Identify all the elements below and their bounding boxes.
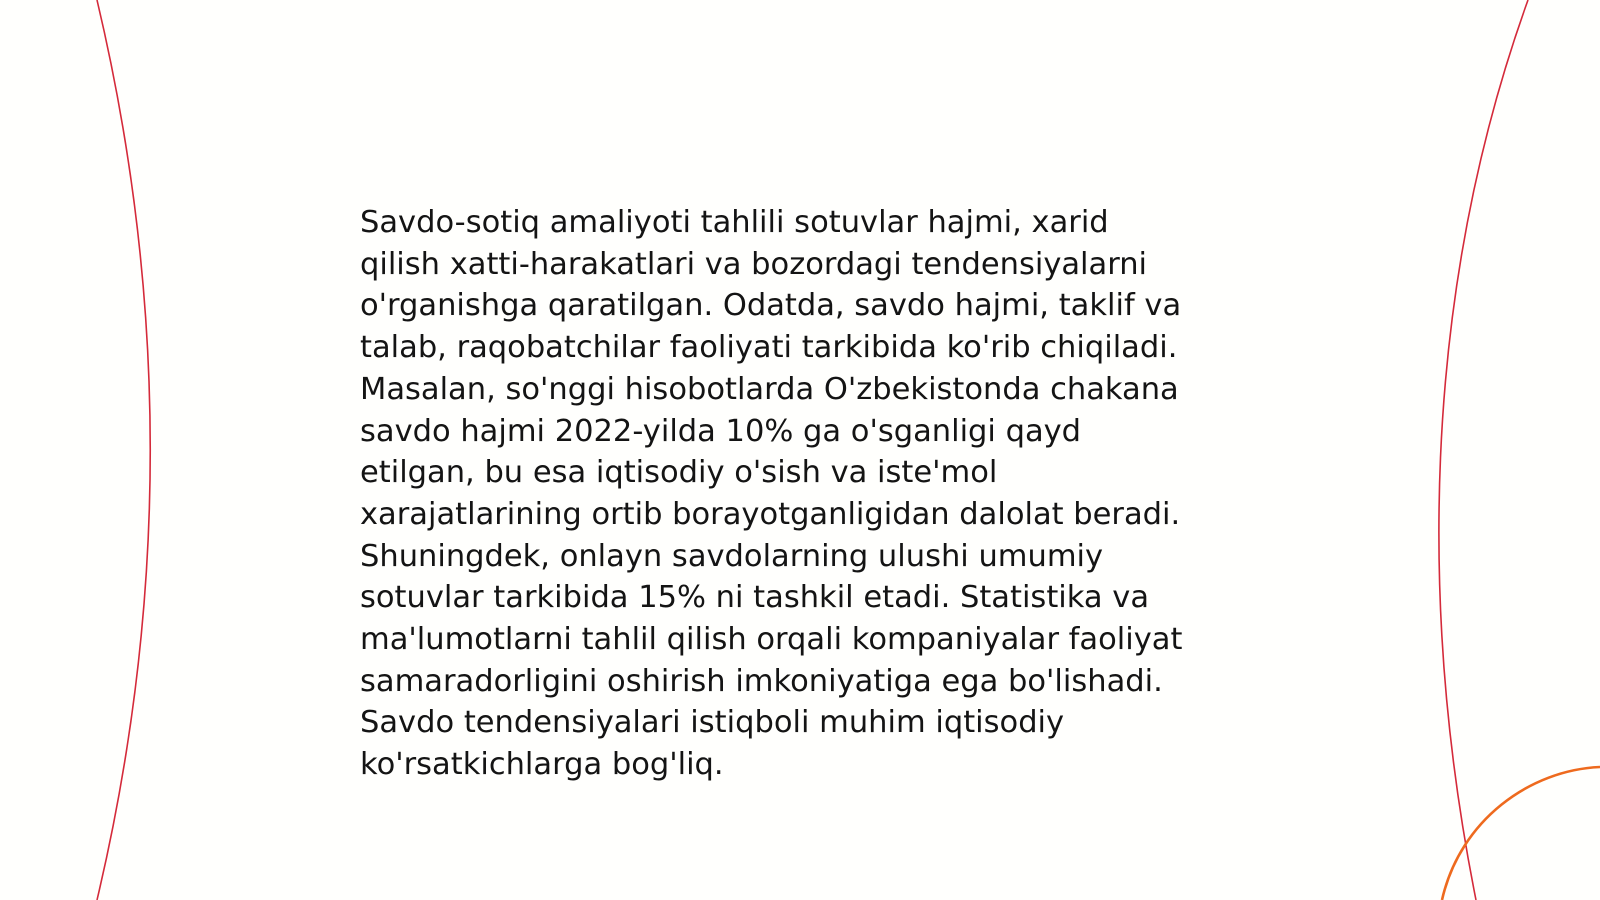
left-red-arc <box>97 0 150 900</box>
paragraph-line: qilish xatti-harakatlari va bozordagi tendensiyalarni <box>360 246 1148 282</box>
paragraph-line: Shuningdek, onlayn savdolarning ulushi umumiy <box>360 538 1104 574</box>
paragraph-line: ko'rsatkichlarga bog'liq. <box>360 747 724 783</box>
orange-circle-arc <box>1442 767 1600 900</box>
paragraph-line: samaradorligini oshirish imkoniyatiga ega bo'lishadi. <box>360 663 1163 699</box>
paragraph-line: ma'lumotlarni tahlil qilish orqali kompaniyalar faoliyat <box>360 622 1183 658</box>
paragraph-line: Masalan, so'nggi hisobotlarda O'zbekistonda chakana <box>360 371 1179 407</box>
body-paragraph <box>360 202 1250 786</box>
paragraph-line: etilgan, bu esa iqtisodiy o'sish va iste'mol <box>360 455 998 491</box>
paragraph-line: xarajatlarining ortib borayotganligidan dalolat beradi. <box>360 496 1181 532</box>
paragraph-line: Savdo tendensiyalari istiqboli muhim iqtisodiy <box>360 705 1065 741</box>
paragraph-line: sotuvlar tarkibida 15% ni tashkil etadi. Statistika va <box>360 580 1150 616</box>
paragraph-line: Savdo-sotiq amaliyoti tahlili sotuvlar hajmi, xarid <box>360 205 1109 240</box>
right-red-arc <box>1439 0 1528 900</box>
paragraph-line: o'rganishga qaratilgan. Odatda, savdo hajmi, taklif va <box>360 288 1182 324</box>
paragraph-line: talab, raqobatchilar faoliyati tarkibida ko'rib chiqiladi. <box>360 330 1178 366</box>
paragraph-line: savdo hajmi 2022-yilda 10% ga o'sganligi qayd <box>360 413 1082 449</box>
